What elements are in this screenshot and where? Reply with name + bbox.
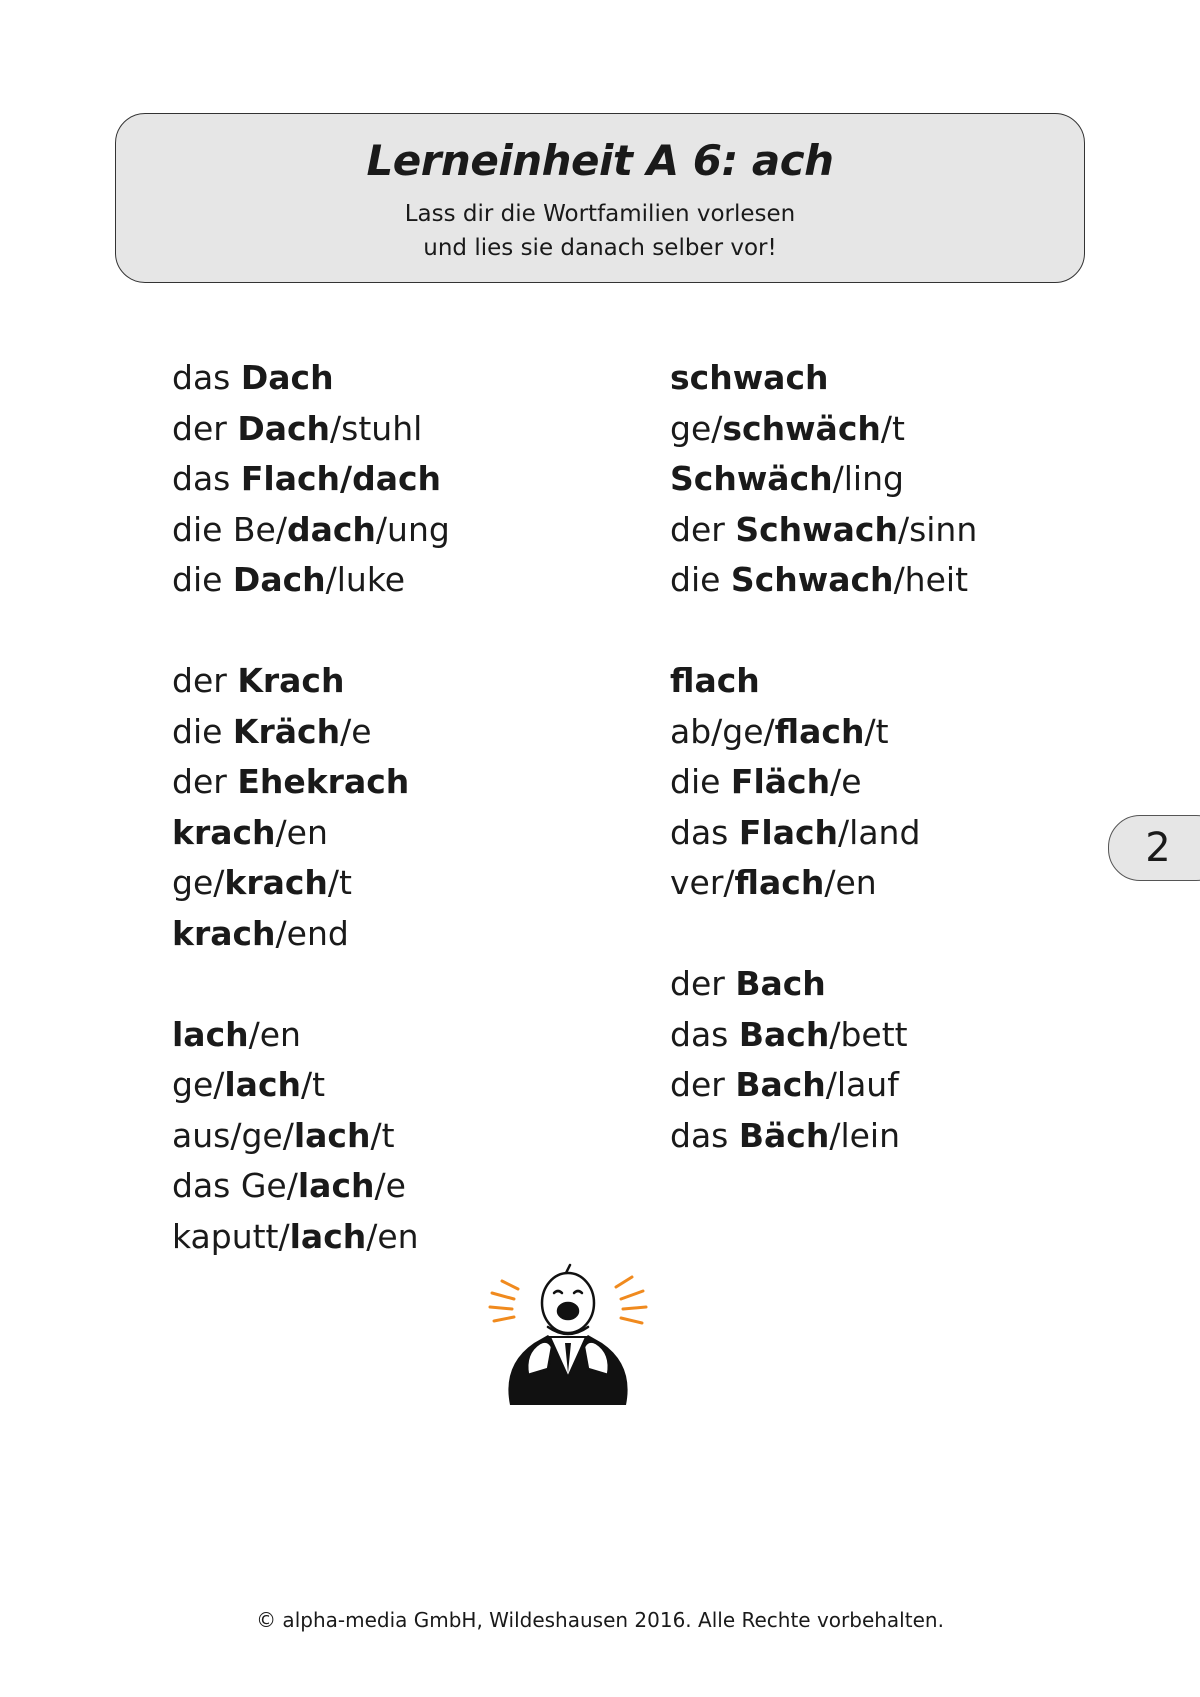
- word-entry: [670, 505, 977, 556]
- word-stem: Bäch: [738, 1115, 830, 1155]
- word-stem: lach: [297, 1166, 375, 1205]
- word-family-left-1: [172, 353, 450, 606]
- word-entry: [172, 1212, 450, 1263]
- word-family-right-1: [670, 353, 977, 606]
- word-stem: lach: [289, 1216, 367, 1256]
- word-affix: /e: [374, 1166, 406, 1205]
- word-entry: [670, 757, 977, 808]
- word-entry: [670, 1010, 977, 1061]
- word-stem: Schwach: [730, 560, 894, 599]
- word-affix: die: [172, 711, 233, 751]
- word-stem: dach: [286, 509, 376, 549]
- word-stem: Bach: [735, 1065, 826, 1104]
- instruction-line-1: Lass dir die Wortfamilien vorlesen: [404, 201, 796, 227]
- word-affix: das: [670, 1115, 739, 1155]
- instructions: [116, 197, 1084, 265]
- word-affix: /end: [275, 913, 349, 953]
- copyright-footer: © alpha-media GmbH, Wildeshausen 2016. Alle Rechte vorbehalten.: [256, 1608, 944, 1632]
- word-entry: [670, 858, 977, 909]
- word-affix: /en: [824, 863, 877, 902]
- word-entry: [670, 959, 977, 1010]
- word-affix: kaputt/: [172, 1216, 290, 1256]
- word-entry: [172, 505, 450, 556]
- word-affix: der: [172, 661, 238, 700]
- word-stem: krach: [224, 863, 328, 902]
- word-entry: [670, 1060, 977, 1111]
- word-entry: [172, 808, 450, 859]
- word-entry: [670, 353, 977, 404]
- word-affix: ge/: [670, 408, 723, 448]
- word-affix: /t: [864, 711, 889, 751]
- word-affix: ver/: [670, 863, 735, 902]
- word-affix: ab/ge/: [670, 711, 775, 751]
- word-affix: das: [172, 459, 241, 498]
- word-stem: Schwach: [735, 509, 898, 549]
- word-stem: Dach: [240, 358, 334, 397]
- word-affix: /t: [327, 863, 352, 902]
- word-entry: [172, 656, 450, 707]
- word-family-left-3: [172, 1010, 450, 1263]
- word-entry: [172, 1010, 450, 1061]
- word-affix: /stuhl: [330, 408, 423, 448]
- word-column-right: [670, 353, 977, 1212]
- word-entry: [172, 454, 450, 505]
- word-entry: [670, 404, 977, 455]
- word-stem: Flach: [738, 812, 839, 852]
- word-stem: Schwäch: [670, 459, 833, 498]
- word-affix: /bett: [829, 1014, 908, 1054]
- word-affix: /land: [838, 812, 921, 852]
- laughing-man-illustration: [488, 1255, 648, 1415]
- word-stem: Ehekrach: [237, 762, 410, 801]
- word-affix: /ung: [375, 509, 450, 549]
- word-entry: [670, 555, 977, 606]
- word-affix: der: [670, 964, 736, 1003]
- word-affix: /sinn: [897, 509, 978, 549]
- word-affix: der: [670, 509, 736, 549]
- word-entry: [172, 1161, 450, 1212]
- word-entry: [172, 757, 450, 808]
- word-affix: /ling: [832, 459, 904, 498]
- word-affix: /t: [370, 1115, 395, 1155]
- word-affix: /t: [880, 408, 905, 448]
- word-affix: das: [670, 1014, 739, 1054]
- word-entry: [172, 555, 450, 606]
- word-stem: Fläch: [730, 762, 831, 801]
- word-affix: aus/ge/: [172, 1115, 294, 1155]
- word-stem: Krach: [237, 661, 345, 700]
- word-entry: [670, 707, 977, 758]
- word-entry: [670, 808, 977, 859]
- word-stem: krach: [172, 913, 276, 953]
- word-affix: /luke: [325, 560, 406, 599]
- word-affix: das: [670, 812, 739, 852]
- word-entry: [172, 1060, 450, 1111]
- word-stem: flach: [774, 711, 865, 751]
- word-entry: [172, 1111, 450, 1162]
- word-entry: [172, 707, 450, 758]
- word-affix: /t: [301, 1065, 326, 1104]
- word-stem: Bach: [738, 1014, 830, 1054]
- word-family-left-2: [172, 656, 450, 959]
- word-stem: lach: [172, 1014, 249, 1054]
- word-stem: schwach: [670, 358, 829, 397]
- word-affix: /e: [830, 762, 862, 801]
- word-affix: ge/: [172, 863, 225, 902]
- word-entry: [670, 656, 977, 707]
- word-family-right-2: [670, 656, 977, 909]
- word-stem: Flach/dach: [240, 459, 442, 498]
- page-number: 2: [1145, 825, 1171, 871]
- word-entry: [172, 353, 450, 404]
- word-column-left: [172, 353, 450, 1313]
- word-affix: der: [670, 1065, 736, 1104]
- word-stem: lach: [224, 1065, 302, 1104]
- word-stem: Bach: [735, 964, 826, 1003]
- word-affix: /lauf: [825, 1065, 899, 1104]
- word-stem: flach: [734, 863, 825, 902]
- word-stem: krach: [172, 812, 276, 852]
- word-affix: das: [172, 358, 241, 397]
- word-stem: schwäch: [722, 408, 881, 448]
- instruction-line-2: und lies sie danach selber vor!: [423, 235, 777, 261]
- word-affix: /lein: [829, 1115, 901, 1155]
- word-affix: /heit: [893, 560, 969, 599]
- word-affix: die: [670, 762, 731, 801]
- word-entry: [172, 404, 450, 455]
- word-entry: [670, 1111, 977, 1162]
- word-affix: die: [670, 560, 731, 599]
- word-entry: [670, 454, 977, 505]
- word-entry: [172, 909, 450, 960]
- word-stem: Dach: [237, 408, 331, 448]
- page-title: Lerneinheit A 6: ach: [366, 136, 834, 185]
- word-stem: lach: [293, 1115, 371, 1155]
- word-affix: /en: [275, 812, 328, 852]
- word-family-right-3: [670, 959, 977, 1161]
- word-affix: die: [172, 560, 233, 599]
- header-box: [115, 113, 1085, 283]
- word-entry: [172, 858, 450, 909]
- word-affix: die Be/: [172, 509, 287, 549]
- word-affix: der: [172, 408, 238, 448]
- word-affix: das Ge/: [172, 1166, 298, 1205]
- word-affix: /en: [248, 1014, 301, 1054]
- word-affix: /e: [340, 711, 372, 751]
- word-stem: Dach: [232, 560, 326, 599]
- word-affix: ge/: [172, 1065, 225, 1104]
- word-stem: flach: [670, 661, 760, 700]
- word-affix: der: [172, 762, 238, 801]
- word-affix: /en: [366, 1216, 419, 1256]
- word-stem: Kräch: [232, 711, 341, 751]
